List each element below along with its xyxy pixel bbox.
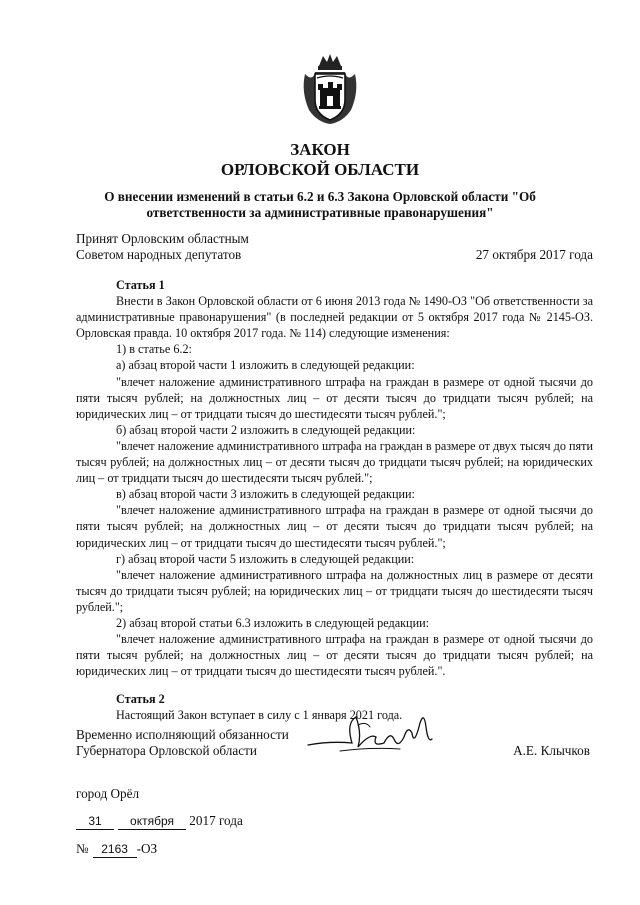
law-body — [76, 277, 593, 724]
item-2: 2) абзац второй статьи 6.3 изложить в следующей редакции: — [116, 615, 429, 630]
signing-year: 2017 года — [189, 813, 243, 828]
signing-date — [76, 813, 243, 830]
signatory-name: А.Е. Клычков — [513, 743, 590, 758]
item-b-text: "влечет наложение административного штрафа на граждан в размере от двух тысяч до пяти тысяч рублей; на должностных лиц – от десяти тысяч до тридцати тысяч рублей; на юридических лиц – от тридцати тысяч до шестидесяти тысяч рублей."; — [76, 438, 593, 486]
article-2-text: Настоящий Закон вступает в силу с 1 января 2021 года. — [116, 708, 403, 723]
adoption-date: 27 октября 2017 года — [475, 247, 593, 262]
item-v-text: "влечет наложение административного штрафа на граждан в размере от одной тысячи до пяти тысяч рублей; на должностных лиц – от десяти тысяч до тридцати тысяч рублей; на юридических лиц – от тридцати тысяч до шестидесяти тысяч рублей."; — [76, 503, 593, 550]
item-b-lead: б) абзац второй части 2 изложить в следующей редакции: — [116, 422, 416, 437]
position-line-2: Губернатора Орловской области — [76, 743, 257, 758]
law-subtitle: О внесении изменений в статьи 6.2 и 6.3 Закона Орловской области "Об ответственности за административные правонарушения" — [104, 189, 536, 220]
item-2-text: "влечет наложение административного штрафа на граждан в размере от одной тысячи до пяти тысяч рублей; на должностных лиц – от десяти тысяч до тридцати тысяч рублей; на юридических лиц – от тридцати тысяч до шестидесяти тысяч рублей.". — [76, 632, 593, 679]
article-1-intro: Внести в Закон Орловской области от 6 июня 2013 года № 1490-ОЗ "Об ответственности за административные правонарушения" (в последней редакции от 5 октября 2017 года № 2145-ОЗ. Орловская правда. 10 октября 2017 года. № 114) следующие изменения: — [76, 294, 593, 341]
item-v-lead: в) абзац второй части 3 изложить в следующей редакции: — [116, 487, 415, 502]
signing-day: 31 — [76, 813, 114, 830]
city: город Орёл — [76, 786, 140, 801]
item-a-lead: а) абзац второй части 1 изложить в следующей редакции: — [116, 358, 415, 373]
handwritten-signature — [300, 703, 440, 763]
number-value: 2163 — [93, 841, 137, 858]
adoption-line-2: Советом народных депутатов — [76, 247, 242, 262]
article-1-heading: Статья 1 — [116, 278, 165, 292]
adoption-block — [76, 231, 249, 263]
item-1: 1) в статье 6.2: — [116, 342, 192, 357]
signing-month: октября — [118, 813, 186, 830]
adoption-line-1: Принят Орловским областным — [76, 231, 249, 246]
article-2-heading: Статья 2 — [116, 692, 165, 707]
law-number — [76, 841, 157, 858]
item-a-text: "влечет наложение административного штрафа на граждан в размере от одной тысячи до пяти тысяч рублей; на должностных лиц – от десяти тысяч до тридцати тысяч рублей; на юридических лиц – от тридцати тысяч до шестидесяти тысяч рублей."; — [76, 374, 593, 421]
number-suffix: -ОЗ — [136, 841, 158, 856]
number-prefix: № — [76, 841, 89, 856]
item-g-lead: г) абзац второй части 5 изложить в следующей редакции: — [116, 551, 415, 566]
coat-of-arms-icon — [299, 52, 361, 126]
position-line-1: Временно исполняющий обязанности — [76, 727, 289, 742]
item-g-text: "влечет наложение административного штрафа на должностных лиц в размере от десяти тысяч до тридцати тысяч рублей; на юридических лиц – от тридцати тысяч до шестидесяти тысяч рублей."; — [76, 567, 593, 614]
region-title: ОРЛОВСКОЙ ОБЛАСТИ — [220, 160, 420, 179]
signatory-position — [76, 727, 289, 759]
law-title: ЗАКОН — [290, 140, 350, 159]
